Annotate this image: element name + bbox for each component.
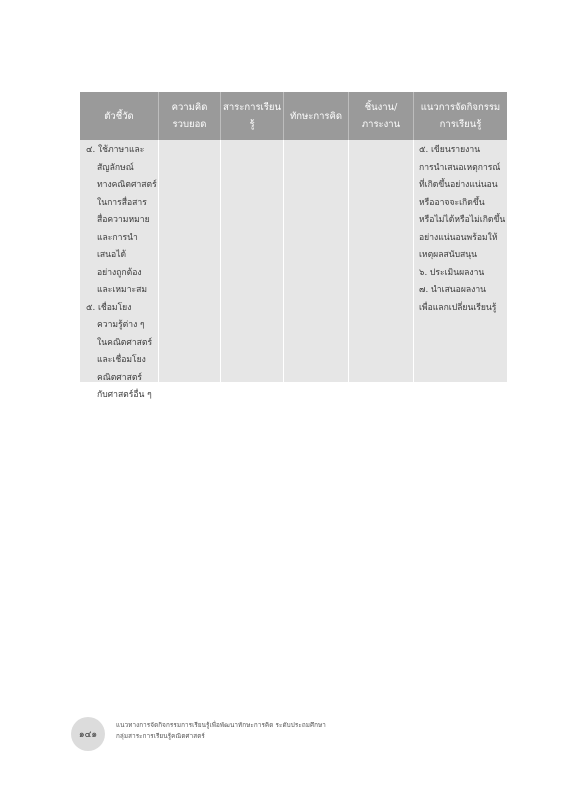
page-number-badge	[71, 717, 105, 751]
text-line: หรืออาจจะเกิดขึ้น	[419, 197, 485, 208]
header-tasks: ชิ้นงาน/ ภาระงาน	[361, 102, 401, 130]
indicator-table	[80, 92, 507, 400]
text-line: ทางคณิตศาสตร์	[97, 180, 157, 190]
footer-book-title: แนวทางการจัดกิจกรรมการเรียนรู้เพื่อพัฒนาทักษะการคิด ระดับประถมศึกษา	[116, 722, 326, 729]
header-activities: แนวการจัดกิจกรรม การเรียนรู้	[420, 102, 501, 130]
text-line: เหตุผลสนับสนุน	[419, 250, 478, 260]
text-line: เพื่อแลกเปลี่ยนเรียนรู้	[419, 302, 497, 313]
text-line: กับศาสตร์อื่น ๆ	[97, 390, 152, 400]
text-line: สื่อความหมาย	[97, 215, 150, 225]
header-thinking-skills: ทักษะการคิด	[289, 110, 343, 122]
text-line: ๗. นำเสนอผลงาน	[419, 285, 487, 295]
text-line: อย่างถูกต้อง	[97, 267, 142, 278]
text-line: หรือไม่ได้หรือไม่เกิดขึ้น	[419, 215, 506, 225]
header-content: สาระการเรียนรู้	[223, 102, 281, 130]
text-line: ที่เกิดขึ้นอย่างแน่นอน	[419, 180, 498, 190]
text-line: และการนำ	[97, 232, 138, 243]
text-line: ในคณิตศาสตร์	[97, 337, 153, 348]
text-line: ๔. ใช้ภาษาและ	[86, 145, 145, 155]
text-line: การนำเสนอเหตุการณ์	[419, 162, 501, 173]
text-line: ๖. ประเมินผลงาน	[419, 267, 485, 278]
text-line: และเชื่อมโยง	[97, 355, 146, 365]
page-number: ๑๔๑	[78, 730, 98, 740]
text-line: ๕. เขียนรายงาน	[419, 145, 481, 155]
text-line: อย่างแน่นอนพร้อมให้	[419, 232, 498, 243]
text-line: ความรู้ต่าง ๆ	[97, 320, 145, 330]
text-line: คณิตศาสตร์	[97, 372, 143, 383]
text-line: เสนอได้	[97, 250, 127, 260]
text-line: และเหมาะสม	[97, 285, 148, 295]
text-line: ในการสื่อสาร	[97, 197, 147, 208]
indicator-column-text	[86, 142, 158, 405]
activities-column-text	[419, 142, 507, 317]
text-line: สัญลักษณ์	[97, 162, 134, 173]
footer-subject: กลุ่มสาระการเรียนรู้คณิตศาสตร์	[116, 733, 205, 740]
header-concept: ความคิด รวบยอด	[171, 102, 208, 130]
text-line: ๕. เชื่อมโยง	[86, 302, 132, 313]
header-indicator: ตัวชี้วัด	[104, 110, 134, 122]
